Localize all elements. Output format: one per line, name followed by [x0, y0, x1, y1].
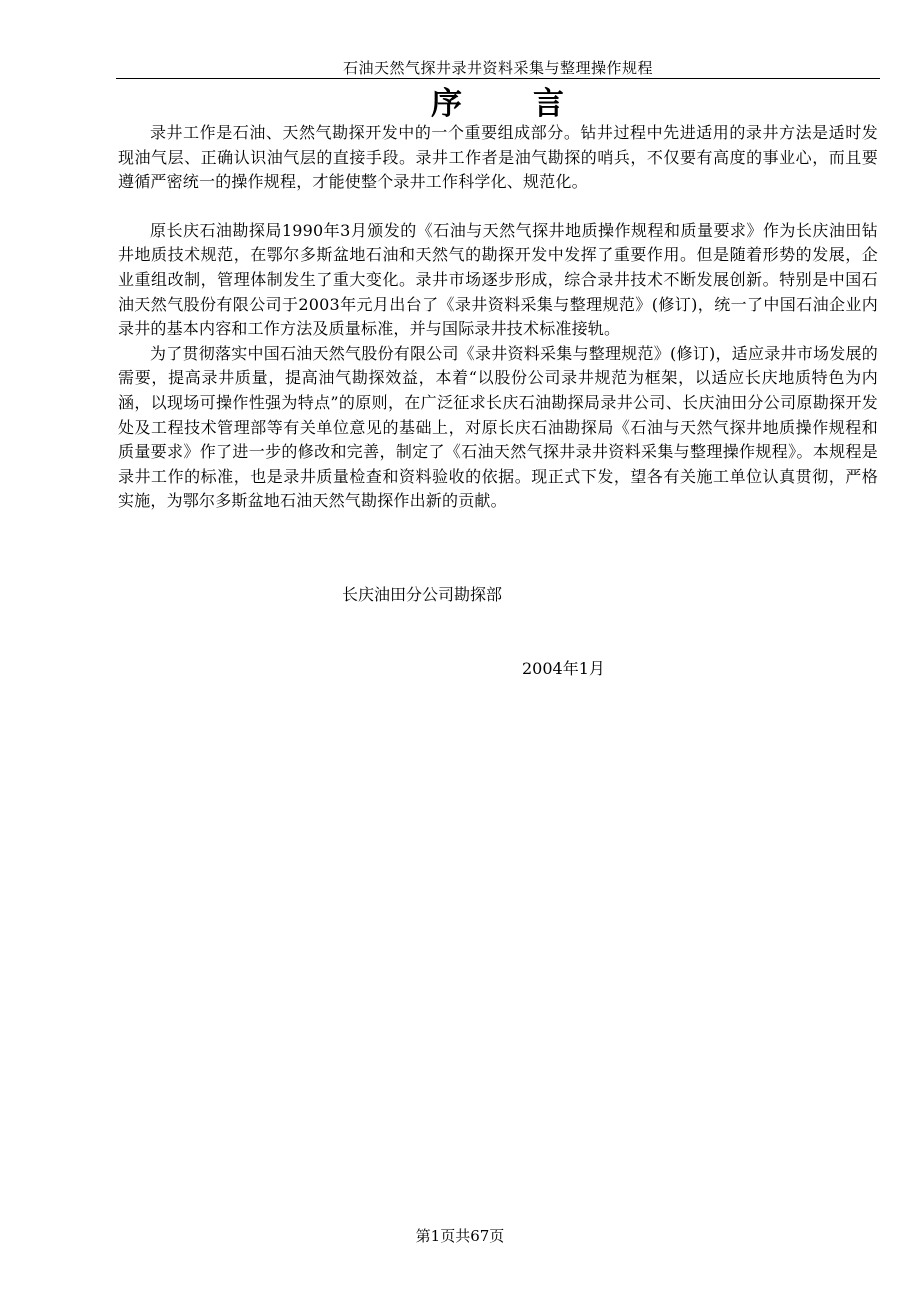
title-char-1: 序 [431, 86, 463, 122]
page-footer: 第1页共67页 [415, 1227, 505, 1245]
signature: 长庆油田分公司勘探部 [342, 585, 503, 604]
title-char-2: 言 [533, 86, 565, 122]
running-title: 石油天然气探井录井资料采集与整理操作规程 [342, 59, 653, 77]
paragraph-1: 录井工作是石油、天然气勘探开发中的一个重要组成部分。钻井过程中先进适用的录井方法是适时发现油气层、正确认识油气层的直接手段。录井工作者是油气勘探的哨兵，不仅要有高度的事业心，而且要遵循严密统一的操作规程，才能使整个录井工作科学化、规范化。 [118, 123, 878, 192]
page-header [116, 52, 880, 79]
section-title [116, 84, 880, 124]
paragraph-3: 为了贯彻落实中国石油天然气股份有限公司《录井资料采集与整理规范》(修订)，适应录井市场发展的需要，提高录井质量，提高油气勘探效益，本着“以股份公司录井规范为框架，以适应长庆地质特色为内涵，以现场可操作性强为特点”的原则，在广泛征求长庆石油勘探局录井公司、长庆油田分公司原勘探开发处及工程技术管理部等有关单位意见的基础上，对原长庆石油勘探局《石油与天然气探井地质操作规程和质量要求》作了进一步的修改和完善，制定了《石油天然气探井录井资料采集与整理操作规程》。本规程是录井工作的标准，也是录井质量检查和资料验收的依据。现正式下发，望各有关施工单位认真贯彻，严格实施，为鄂尔多斯盆地石油天然气勘探作出新的贡献。 [118, 343, 878, 511]
date: 2004年1月 [522, 659, 605, 678]
preface-body [118, 121, 878, 514]
paragraph-2: 原长庆石油勘探局1990年3月颁发的《石油与天然气探井地质操作规程和质量要求》作为长庆油田钻井地质技术规范，在鄂尔多斯盆地石油和天然气的勘探开发中发挥了重要作用。但是随着形势的发展，企业重组改制，管理体制发生了重大变化。录井市场逐步形成，综合录井技术不断发展创新。特别是中国石油天然气股份有限公司于2003年元月出台了《录井资料采集与整理规范》(修订)，统一了中国石油企业内录井的基本内容和工作方法及质量标准，并与国际录井技术标准接轨。 [118, 220, 878, 339]
